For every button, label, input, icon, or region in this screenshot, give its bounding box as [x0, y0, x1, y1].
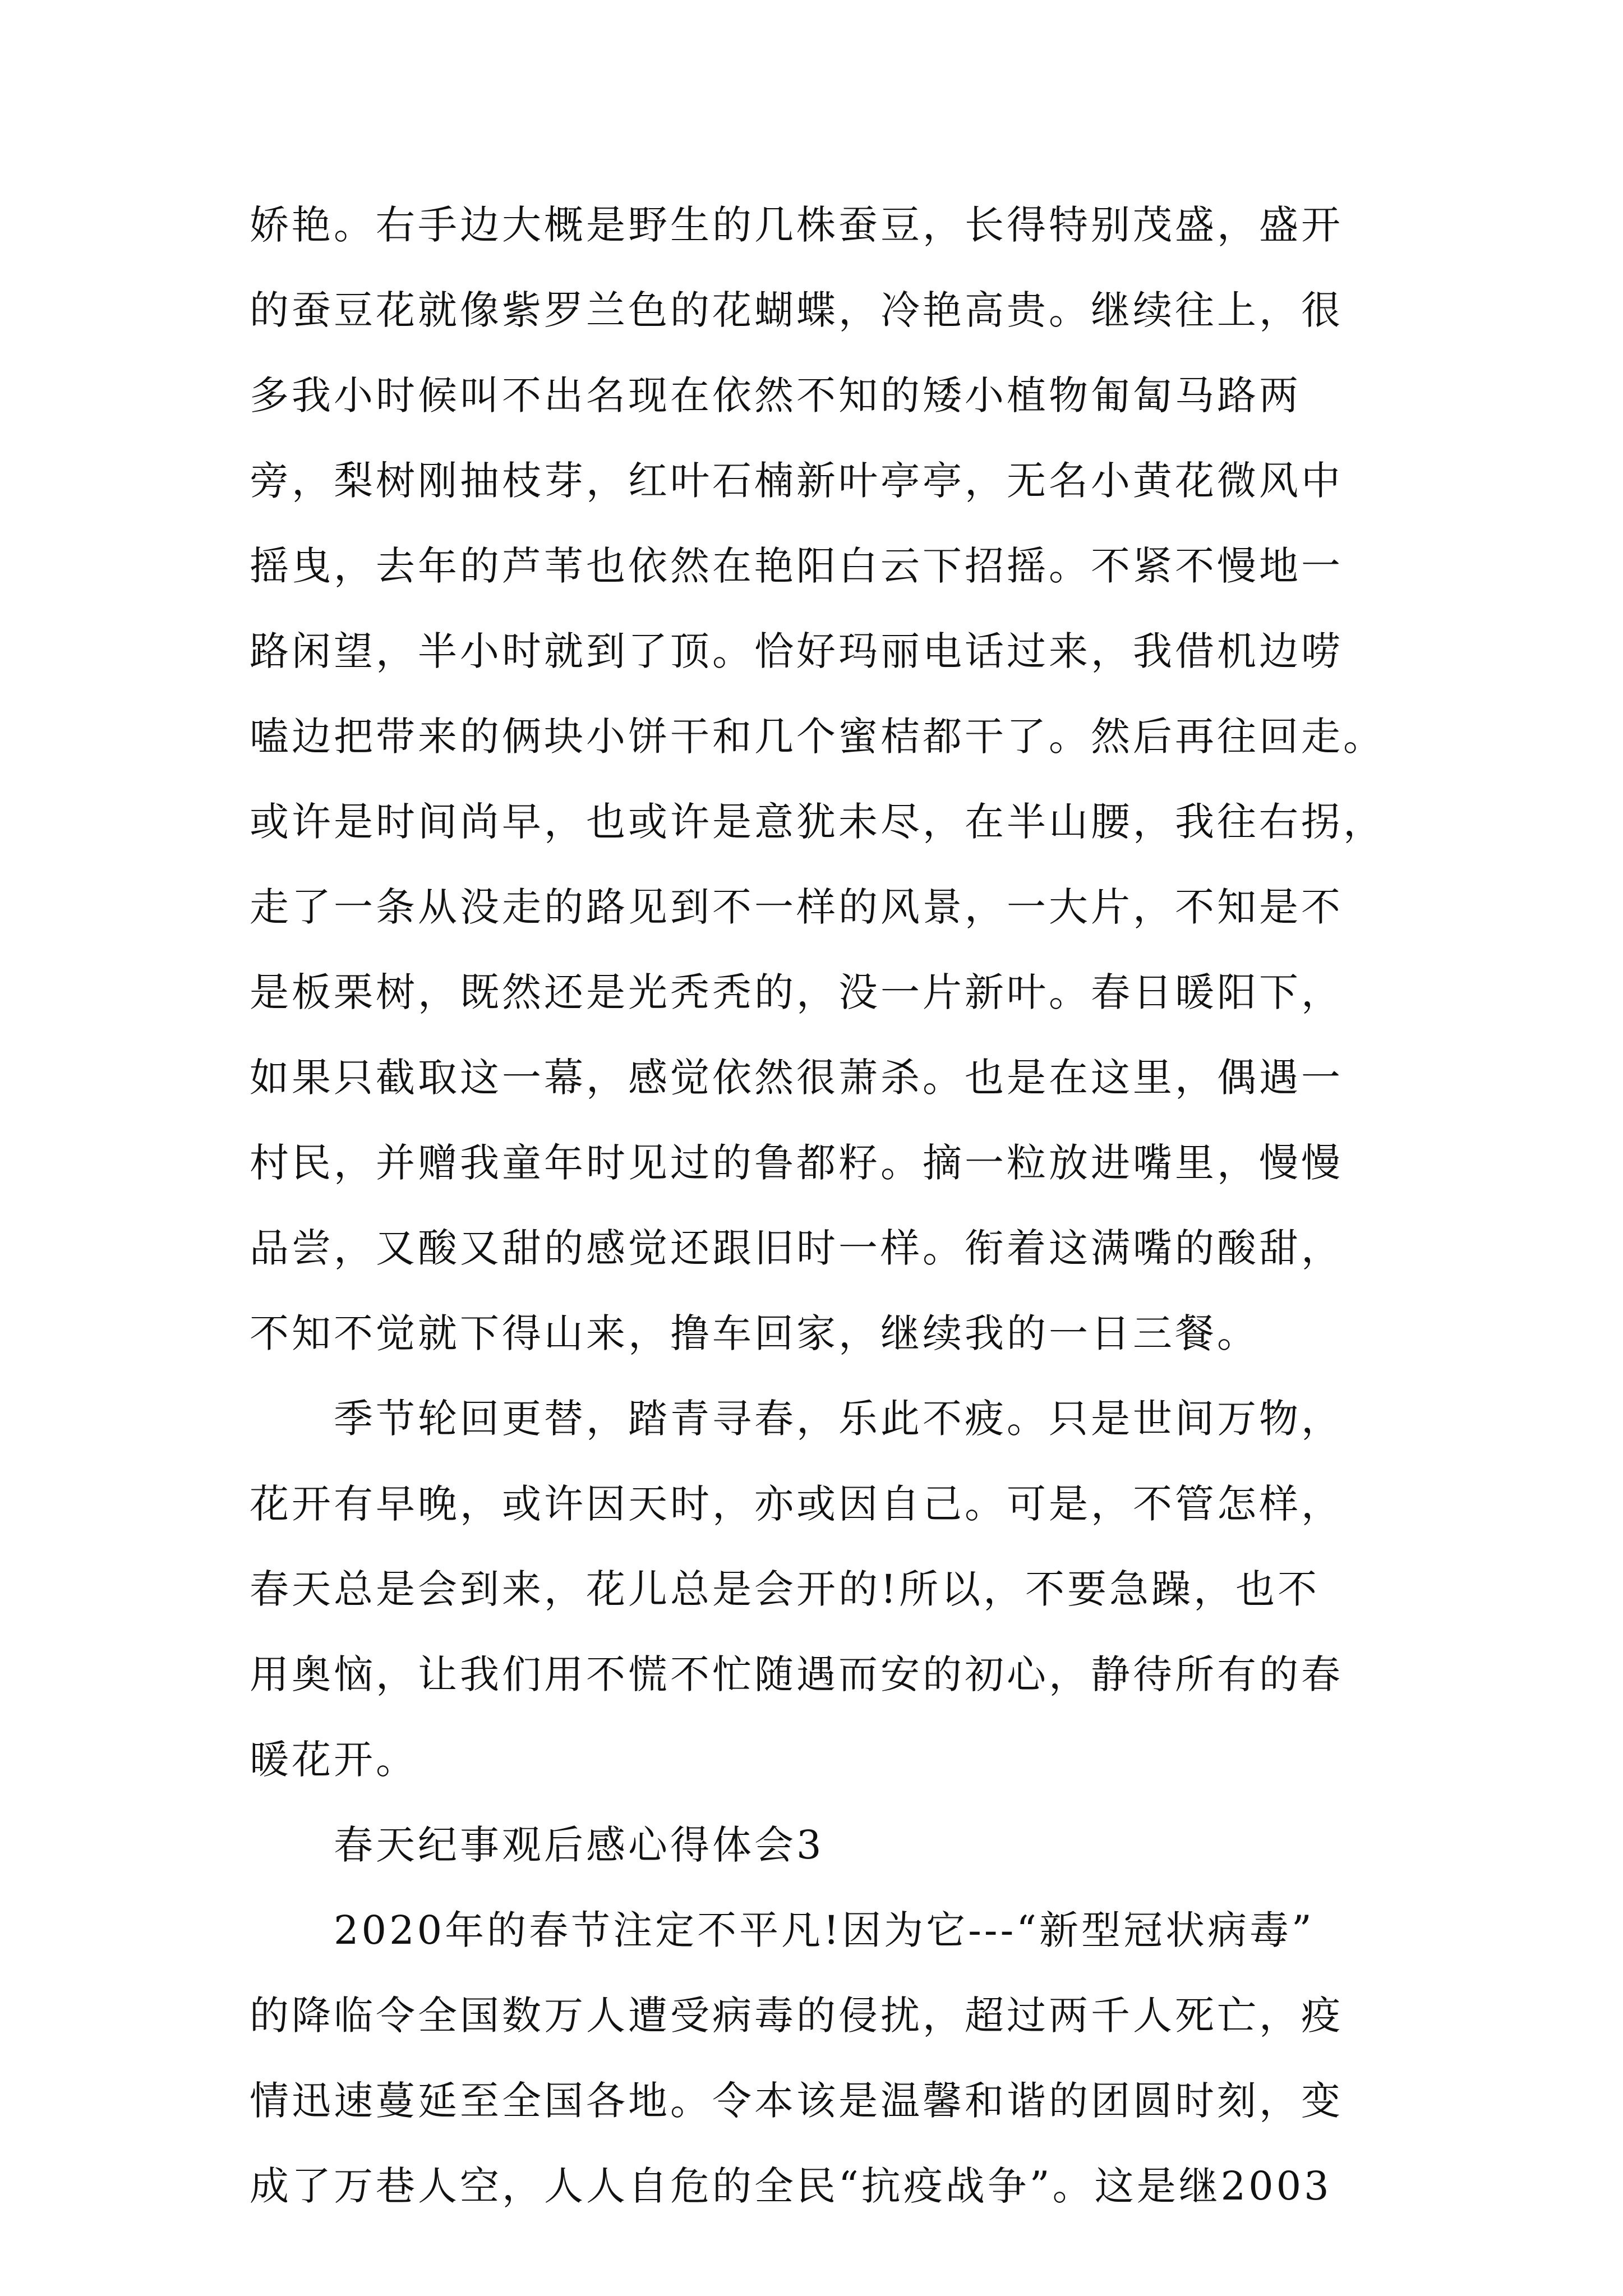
document-body	[250, 182, 1385, 2229]
section-heading: 春天纪事观后感心得体会3	[334, 1822, 824, 1868]
paragraph-start-line: 2020年的春节注定不平凡!因为它---“新型冠状病毒”	[334, 1907, 1315, 1953]
text-line: 走了一条从没走的路见到不一样的风景，一大片，不知是不	[250, 884, 1343, 930]
text-line: 花开有早晚，或许因天时，亦或因自己。可是，不管怎样，	[250, 1481, 1343, 1527]
text-line: 村民，并赠我童年时见过的鲁都籽。摘一粒放进嘴里，慢慢	[250, 1140, 1343, 1186]
text-line: 春天总是会到来，花儿总是会开的!所以，不要急躁，也不	[250, 1566, 1320, 1612]
text-line: 是板栗树，既然还是光秃秃的，没一片新叶。春日暖阳下，	[250, 969, 1343, 1015]
text-line: 旁，梨树刚抽枝芽，红叶石楠新叶亭亭，无名小黄花微风中	[250, 458, 1343, 504]
text-line: 或许是时间尚早，也或许是意犹未尽，在半山腰，我往右拐，	[250, 799, 1385, 845]
text-line: 用奥恼，让我们用不慌不忙随遇而安的初心，静待所有的春	[250, 1651, 1343, 1697]
text-line: 如果只截取这一幕，感觉依然很萧杀。也是在这里，偶遇一	[250, 1055, 1343, 1101]
text-line: 品尝，又酸又甜的感觉还跟旧时一样。衔着这满嘴的酸甜，	[250, 1225, 1343, 1271]
text-line: 摇曳，去年的芦苇也依然在艳阳白云下招摇。不紧不慢地一	[250, 543, 1343, 589]
text-line: 的降临令全国数万人遭受病毒的侵扰，超过两千人死亡，疫	[250, 1993, 1343, 2039]
text-line: 嗑边把带来的俩块小饼干和几个蜜桔都干了。然后再往回走。	[250, 714, 1385, 760]
text-line: 多我小时候叫不出名现在依然不知的矮小植物匍匐马路两	[250, 372, 1301, 418]
text-line: 不知不觉就下得山来，撸车回家，继续我的一日三餐。	[250, 1310, 1259, 1356]
text-line: 路闲望，半小时就到了顶。恰好玛丽电话过来，我借机边唠	[250, 628, 1343, 674]
text-line: 的蚕豆花就像紫罗兰色的花蝴蝶，冷艳高贵。继续往上，很	[250, 287, 1343, 333]
paragraph-start-line: 季节轮回更替，踏青寻春，乐此不疲。只是世间万物，	[334, 1396, 1343, 1442]
text-line: 暖花开。	[250, 1737, 418, 1783]
text-line: 成了万巷人空，人人自危的全民“抗疫战争”。这是继2003	[250, 2163, 1332, 2209]
text-line: 情迅速蔓延至全国各地。令本该是温馨和谐的团圆时刻，变	[250, 2078, 1343, 2124]
text-line: 娇艳。右手边大概是野生的几株蚕豆，长得特别茂盛，盛开	[250, 202, 1343, 248]
